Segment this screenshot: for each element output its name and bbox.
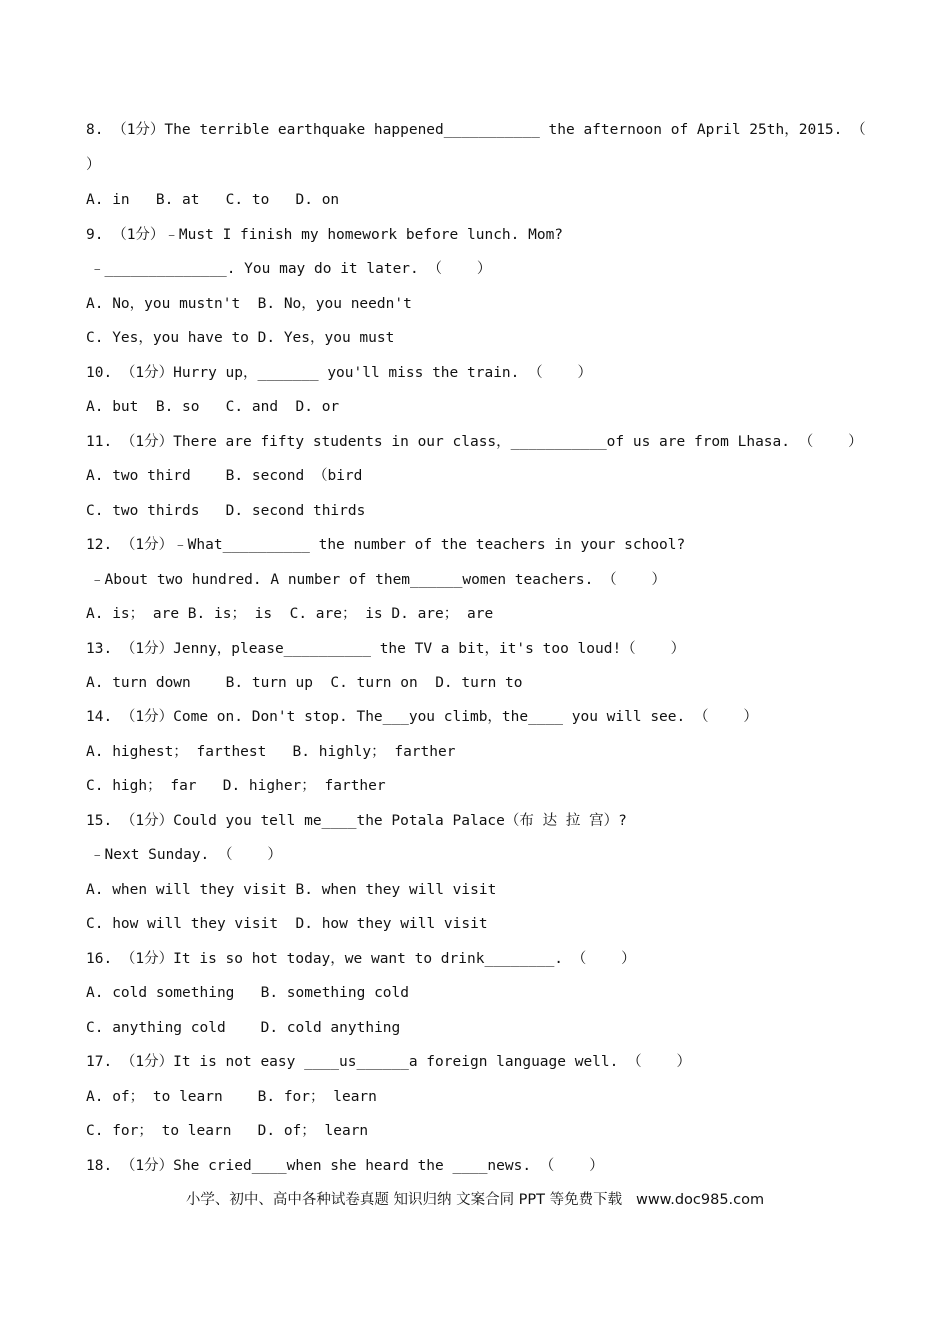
q16-options-ab: A. cold something B. something cold — [86, 985, 410, 1001]
q9-options-cd: C. Yes，you have to D. Yes，you must — [86, 330, 395, 346]
q8-options: A. in B. at C. to D. on — [86, 192, 340, 208]
q14-stem: 14. （1分）Come on. Don't stop. The___you climb，the____ you will see. （ ） — [86, 709, 758, 725]
q9-stem: 9. （1分）﹣Must I finish my homework before lunch. Mom? — [86, 227, 564, 243]
q15-options-ab: A. when will they visit B. when they will visit — [86, 882, 497, 898]
footer-banner[interactable]: 小学、初中、高中各种试卷真题 知识归纳 文案合同 PPT 等免费下载 www.doc985.com — [185, 1192, 765, 1208]
q15-answer-line: ﹣Next Sunday. （ ） — [90, 847, 282, 863]
q18-stem: 18. （1分）She cried____when she heard the ____news. （ ） — [86, 1158, 604, 1174]
q17-options-cd: C. for； to learn D. of； learn — [86, 1123, 369, 1139]
q16-stem: 16. （1分）It is so hot today，we want to drink________. （ ） — [86, 951, 636, 967]
q15-stem: 15. （1分）Could you tell me____the Potala Palace（布 达 拉 宫）? — [86, 813, 627, 829]
q15-options-cd: C. how will they visit D. how they will visit — [86, 916, 488, 932]
q10-stem: 10. （1分）Hurry up，_______ you'll miss the train. （ ） — [86, 365, 593, 381]
q8-stem-cont: ） — [86, 157, 101, 173]
q11-options-ab: A. two third B. second （bird — [86, 468, 363, 484]
q14-options-cd: C. high； far D. higher； farther — [86, 778, 386, 794]
q12-answer-line: ﹣About two hundred. A number of them______women teachers. （ ） — [90, 572, 667, 588]
q13-options: A. turn down B. turn up C. turn on D. turn to — [86, 675, 523, 691]
q17-stem: 17. （1分）It is not easy ____us______a foreign language well. （ ） — [86, 1054, 692, 1070]
q17-options-ab: A. of； to learn B. for； learn — [86, 1089, 377, 1105]
q16-options-cd: C. anything cold D. cold anything — [86, 1020, 401, 1036]
q8-stem: 8. （1分）The terrible earthquake happened___________ the afternoon of April 25th，2015. （ — [86, 122, 866, 138]
q9-answer-line: ﹣______________. You may do it later. （ ） — [90, 261, 492, 277]
q12-stem: 12. （1分）﹣What__________ the number of the teachers in your school? — [86, 537, 686, 553]
q12-options: A. is； are B. is； is C. are； is D. are； are — [86, 606, 494, 622]
q11-stem: 11. （1分）There are fifty students in our class，___________of us are from Lhasa. （ ） — [86, 434, 863, 450]
q10-options: A. but B. so C. and D. or — [86, 399, 340, 415]
q9-options-ab: A. No，you mustn't B. No，you needn't — [86, 296, 412, 312]
q14-options-ab: A. highest； farthest B. highly； farther — [86, 744, 456, 760]
q13-stem: 13. （1分）Jenny，please__________ the TV a bit，it's too loud!（ ） — [86, 641, 686, 657]
q11-options-cd: C. two thirds D. second thirds — [86, 503, 366, 519]
